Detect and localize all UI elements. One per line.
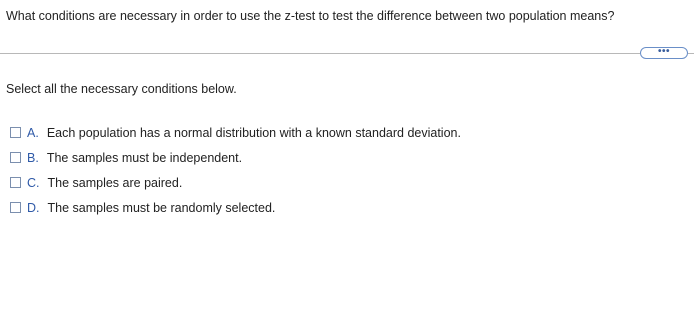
answer-options — [10, 120, 461, 220]
option-c-text: The samples are paired. — [47, 175, 183, 190]
option-c-checkbox[interactable] — [10, 177, 21, 188]
option-c-letter: C. — [27, 175, 40, 190]
option-d-text: The samples must be randomly selected. — [47, 200, 276, 215]
option-a-checkbox[interactable] — [10, 127, 21, 138]
question-text: What conditions are necessary in order to use the z-test to test the difference between two population means? — [6, 9, 615, 23]
instruction-text: Select all the necessary conditions below. — [6, 82, 237, 96]
option-b[interactable] — [10, 145, 461, 170]
ellipsis-icon: ••• — [657, 45, 670, 57]
option-b-text: The samples must be independent. — [46, 150, 243, 165]
option-d-letter: D. — [27, 200, 40, 215]
option-b-checkbox[interactable] — [10, 152, 21, 163]
section-divider — [0, 53, 640, 54]
option-a[interactable] — [10, 120, 461, 145]
option-c[interactable] — [10, 170, 461, 195]
option-a-text: Each population has a normal distribution with a known standard deviation. — [46, 125, 461, 140]
option-d-checkbox[interactable] — [10, 202, 21, 213]
option-b-letter: B. — [27, 150, 39, 165]
more-options-button[interactable] — [640, 47, 688, 59]
option-d[interactable] — [10, 195, 461, 220]
option-a-letter: A. — [27, 125, 39, 140]
section-divider-right — [688, 53, 694, 54]
